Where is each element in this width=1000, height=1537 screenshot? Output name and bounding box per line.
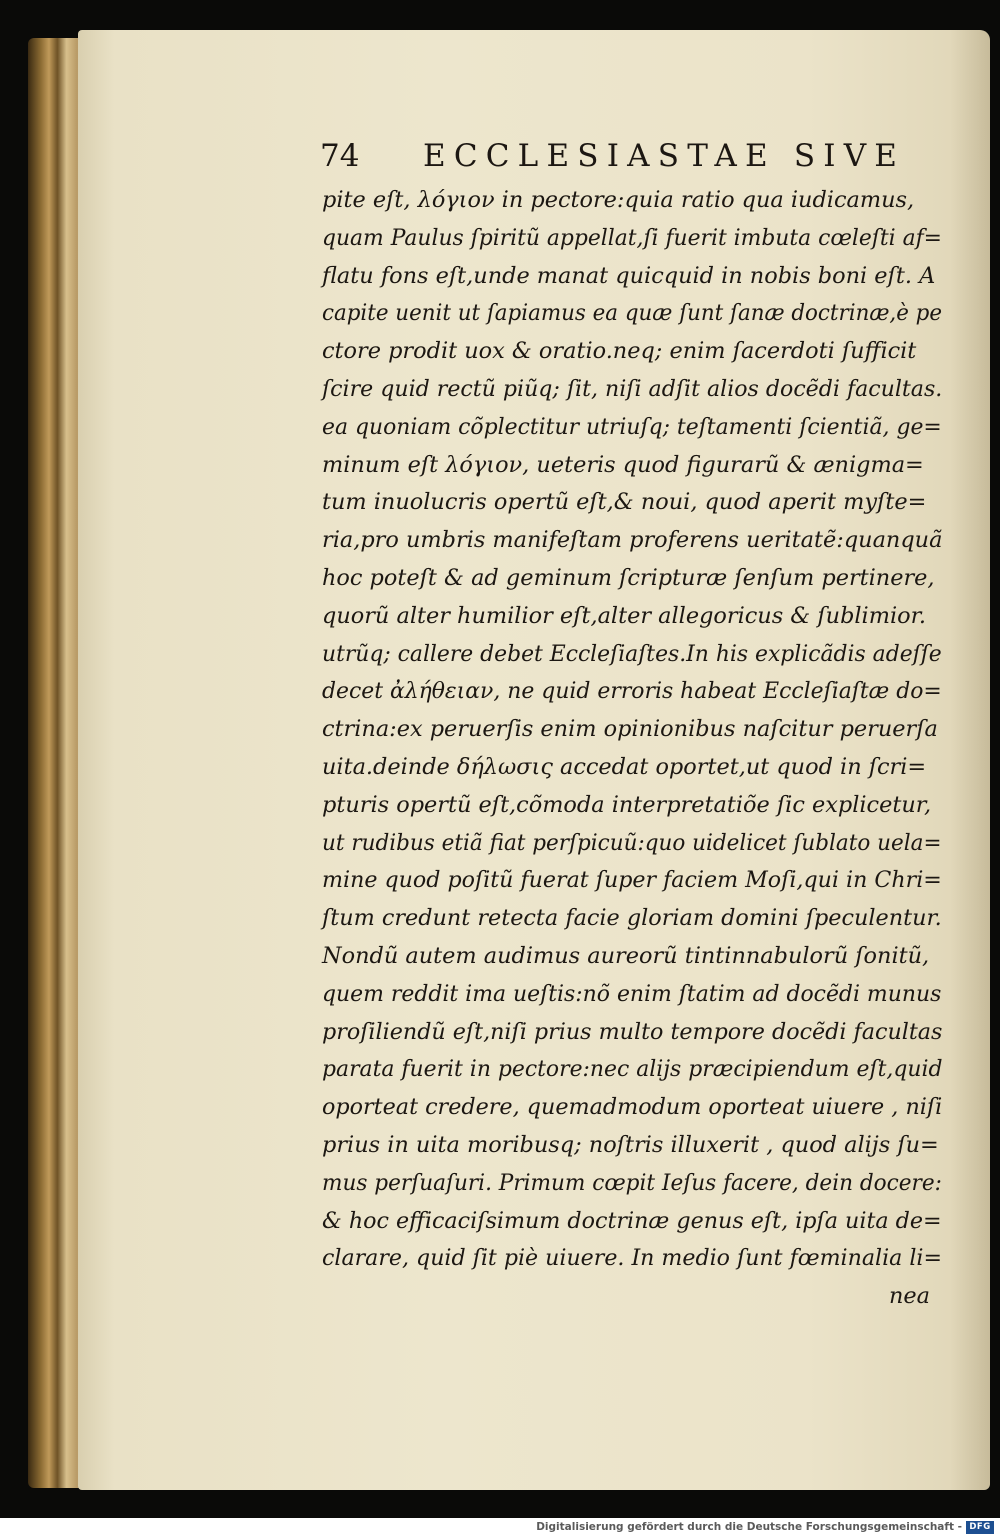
page-edge-shadow (950, 30, 990, 1490)
text-line: prius in uita moribusq; noſtris illuxerit , quod alijs ſu= (322, 1131, 939, 1158)
text-line: quam Paulus ſpiritũ appellat,ſi fuerit imbuta cœleſti af= (322, 224, 942, 251)
text-line: & hoc efficaciſsimum doctrinæ genus eſt, ipſa uita de= (322, 1207, 942, 1234)
text-line: proſiliendũ eſt,niſi prius multo tempore docẽdi facultas (322, 1018, 943, 1045)
text-line: uita.deinde δήλωσις accedat oportet,ut quod in ſcri= (322, 753, 927, 780)
digitization-footer (0, 1518, 1000, 1537)
text-line: decet ἀλήθειαν, ne quid erroris habeat Eccleſiaſtæ do= (322, 678, 942, 705)
text-line: pite eſt, λόγιον in pectore:quia ratio qua iudicamus, (322, 187, 915, 213)
text-line: quem reddit ima ueſtis:nõ enim ſtatim ad docẽdi munus (322, 980, 942, 1007)
text-line: minum eſt λόγιον, ueteris quod figurarũ & ænigma= (322, 451, 924, 478)
text-line: clarare, quid ſit piè uiuere. In medio ſunt fœminalia li= (322, 1245, 943, 1272)
text-line: oporteat credere, quemadmodum oporteat uiuere , niſi (322, 1094, 943, 1121)
text-line: ſtum credunt retecta facie gloriam domini ſpeculentur. (322, 905, 942, 932)
text-line: hoc poteſt & ad geminum ſcripturæ ſenſum pertinere, (322, 564, 935, 591)
text-line: parata fuerit in pectore:nec alijs præcipiendum eſt,quid (322, 1056, 943, 1083)
text-line: utrũq; callere debet Eccleſiaſtes.In his explicãdis adeſſe (322, 640, 942, 667)
text-line: tum inuolucris opertũ eſt,& noui, quod aperit myſte= (322, 489, 927, 516)
text-line: ctore prodit uox & oratio.neq; enim ſacerdoti ſufficit (322, 338, 917, 365)
running-title: ECCLESIASTAE SIVE (423, 138, 906, 174)
footer-credit: Digitalisierung gefördert durch die Deutsche Forschungsgemeinschaft - (536, 1521, 962, 1533)
text-line: quorũ alter humilior eſt,alter allegoricus & ſublimior. (322, 602, 926, 629)
running-head (320, 138, 906, 182)
text-line: pturis opertũ eſt,cõmoda interpretatiõe ſic explicetur, (322, 791, 932, 818)
body-text (322, 182, 942, 1316)
text-line: ria,pro umbris manifeſtam proferens ueritatẽ:quanquã (322, 527, 943, 554)
text-line: mus perſuaſuri. Primum cœpit Ieſus facere, dein docere: (322, 1169, 942, 1196)
text-line: flatu fons eſt,unde manat quicquid in nobis boni eſt. A (322, 262, 936, 289)
text-line: Nondũ autem audimus aureorũ tintinnabulorũ ſonitũ, (322, 942, 930, 969)
dfg-logo: DFG (966, 1521, 994, 1534)
text-line: ſcire quid rectũ piũq; ſit, niſi adſit alios docẽdi facultas. (322, 375, 943, 402)
text-line: ctrina:ex peruerſis enim opinionibus naſcitur peruerſa (322, 716, 938, 743)
text-line: mine quod poſitũ fuerat ſuper faciem Moſi,qui in Chri= (322, 867, 942, 894)
text-line: ut rudibus etiã fiat perſpicuũ:quo uidelicet ſublato uela= (322, 829, 942, 856)
text-line: ea quoniam cõplectitur utriuſq; teſtamenti ſcientiã, ge= (322, 413, 942, 440)
catchword: nea (888, 1283, 930, 1310)
page-number: 74 (320, 138, 360, 174)
text-line: capite uenit ut ſapiamus ea quæ ſunt ſanæ doctrinæ,è pe (322, 300, 943, 327)
